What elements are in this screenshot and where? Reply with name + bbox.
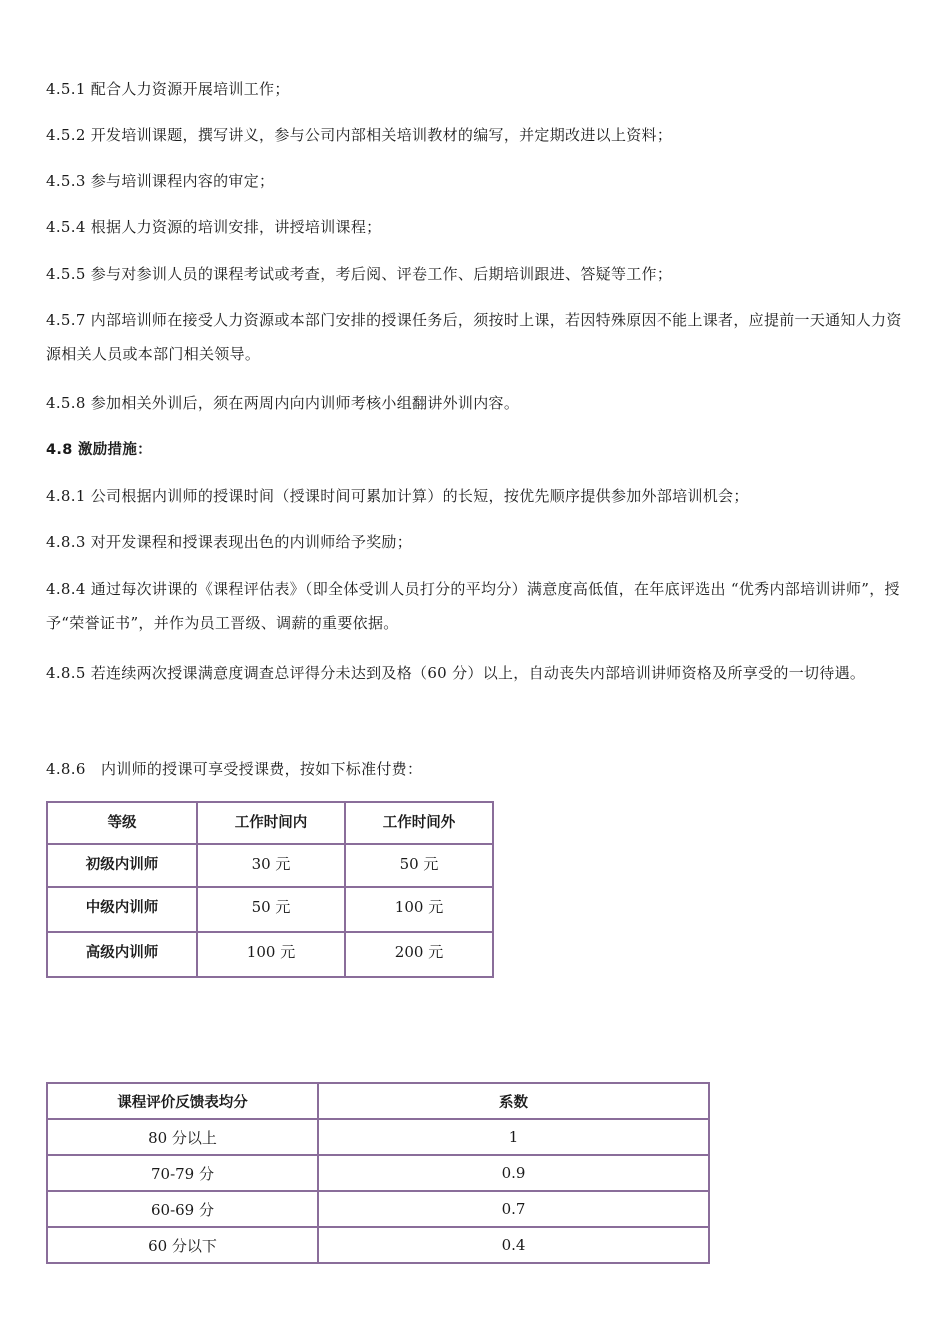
paragraph-4-5-2: 4.5.2 开发培训课题，撰写讲义，参与公司内部相关培训教材的编写，并定期改进以上资料；	[46, 126, 673, 144]
fee-cell-within: 50 元	[197, 887, 345, 932]
fee-cell-outside: 50 元	[345, 844, 493, 887]
paragraph-4-5-8: 4.5.8 参加相关外训后，须在两周内向内训师考核小组翻讲外训内容。	[46, 394, 520, 412]
fee-cell-level: 中级内训师	[47, 887, 197, 932]
fee-cell-outside: 100 元	[345, 887, 493, 932]
paragraph-4-8-6: 4.8.6 内训师的授课可享受授课费，按如下标准付费：	[46, 760, 423, 778]
score-coefficient-table	[46, 1082, 710, 1264]
score-table-header-row	[47, 1083, 709, 1119]
score-header-average: 课程评价反馈表均分	[47, 1083, 318, 1119]
score-cell-coefficient: 0.7	[318, 1191, 709, 1227]
paragraph-4-8-5: 4.8.5 若连续两次授课满意度调查总评得分未达到及格（60 分）以上，自动丧失内部培训讲师资格及所享受的一切待遇。	[46, 664, 866, 682]
paragraph-4-5-5: 4.5.5 参与对参训人员的课程考试或考查，考后阅、评卷工作、后期培训跟进、答疑等工作；	[46, 265, 673, 283]
table-row	[47, 1119, 709, 1155]
fee-header-within-hours: 工作时间内	[197, 802, 345, 844]
fee-cell-within: 100 元	[197, 932, 345, 977]
table-row	[47, 932, 493, 977]
score-cell-range: 60 分以下	[47, 1227, 318, 1263]
score-cell-coefficient: 0.9	[318, 1155, 709, 1191]
fee-table-header-row	[47, 802, 493, 844]
fee-cell-outside: 200 元	[345, 932, 493, 977]
table-row	[47, 1227, 709, 1263]
score-cell-range: 80 分以上	[47, 1119, 318, 1155]
score-cell-coefficient: 1	[318, 1119, 709, 1155]
table-row	[47, 844, 493, 887]
section-heading-4-8: 4.8 激励措施：	[46, 442, 152, 458]
paragraph-4-8-1: 4.8.1 公司根据内训师的授课时间（授课时间可累加计算）的长短，按优先顺序提供参加外部培训机会；	[46, 487, 749, 505]
score-cell-coefficient: 0.4	[318, 1227, 709, 1263]
score-cell-range: 60-69 分	[47, 1191, 318, 1227]
fee-table	[46, 801, 494, 978]
table-row	[47, 1155, 709, 1191]
fee-header-level: 等级	[47, 802, 197, 844]
table-row	[47, 887, 493, 932]
score-cell-range: 70-79 分	[47, 1155, 318, 1191]
fee-cell-level: 高级内训师	[47, 932, 197, 977]
table-row	[47, 1191, 709, 1227]
paragraph-4-5-3: 4.5.3 参与培训课程内容的审定；	[46, 172, 275, 190]
paragraph-4-5-1: 4.5.1 配合人力资源开展培训工作；	[46, 80, 290, 98]
paragraph-4-8-3: 4.8.3 对开发课程和授课表现出色的内训师给予奖励；	[46, 533, 413, 551]
paragraph-4-5-4: 4.5.4 根据人力资源的培训安排，讲授培训课程；	[46, 218, 382, 236]
score-header-coefficient: 系数	[318, 1083, 709, 1119]
paragraph-4-5-7: 4.5.7 内部培训师在接受人力资源或本部门安排的授课任务后，须按时上课，若因特殊原因不能上课者，应提前一天通知人力资源相关人员或本部门相关领导。	[46, 311, 902, 363]
fee-cell-level: 初级内训师	[47, 844, 197, 887]
paragraph-4-8-4: 4.8.4 通过每次讲课的《课程评估表》（即全体受训人员打分的平均分）满意度高低值，在年底评选出 “优秀内部培训讲师”，授予“荣誉证书”，并作为员工晋级、调薪的重要依据。	[46, 580, 900, 632]
fee-header-outside-hours: 工作时间外	[345, 802, 493, 844]
fee-cell-within: 30 元	[197, 844, 345, 887]
